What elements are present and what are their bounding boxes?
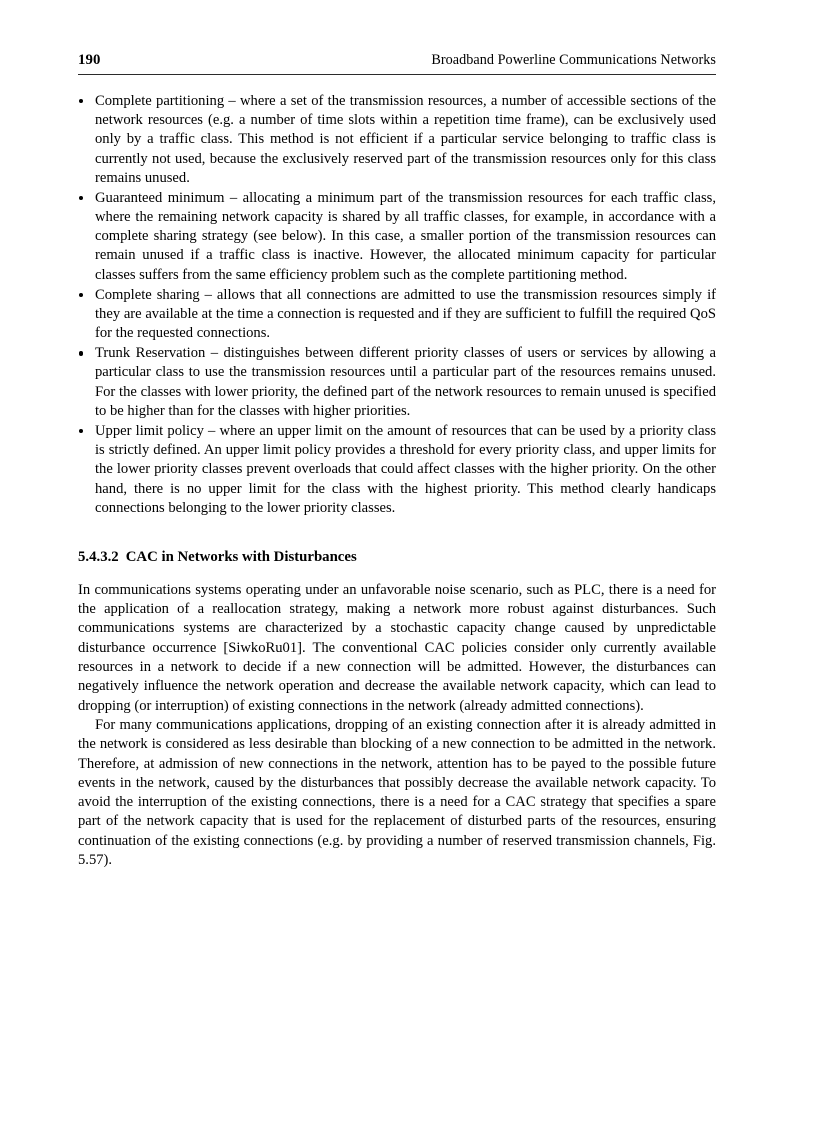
list-item bbox=[78, 344, 716, 421]
section-heading bbox=[78, 549, 716, 567]
page-number: 190 bbox=[78, 52, 101, 68]
list-item-text: Trunk Reservation – distinguishes between different priority classes of users or services by allowing a particular class to use the transmission resources until a particular part of the resources remains unused. For the classes with lower priority, the defined part of the network resources to remain unused is specified to be higher than for the classes with higher priorities. bbox=[95, 344, 716, 419]
list-item bbox=[78, 422, 716, 518]
list-item-text: Complete partitioning – where a set of the transmission resources, a number of accessible sections of the network resources (e.g. a number of time slots within a repetition time frame), can be exclusively used only by a traffic class. This method is not efficient if a particular service belonging to traffic class is currently not used, because the exclusively reserved part of the transmission resources only for this class remains unused. bbox=[95, 92, 716, 186]
bullet-icon bbox=[79, 196, 83, 200]
bullet-icon bbox=[79, 429, 83, 433]
bullet-icon bbox=[79, 351, 83, 355]
list-item-text: Upper limit policy – where an upper limit on the amount of resources that can be used by a priority class is strictly defined. An upper limit policy provides a threshold for every priority class, and upper limits for the lower priority classes prevent overloads that could affect classes with the higher priority. On the other hand, there is no upper limit for the class with the highest priority. This method clearly handicaps connections belonging to the lower priority classes. bbox=[95, 422, 716, 516]
list-item bbox=[78, 189, 716, 285]
list-item bbox=[78, 286, 716, 344]
header-rule bbox=[78, 74, 716, 75]
list-item-text: Complete sharing – allows that all connections are admitted to use the transmission resources simply if they are available at the time a connection is requested and if they are sufficient to fulfill the required QoS for the requested connections. bbox=[95, 286, 716, 342]
paragraph: For many communications applications, dropping of an existing connection after it is already admitted in the network is considered as less desirable than blocking of a new connection to be admitted in the network. Therefore, at admission of new connections in the network, attention has to be payed to the possible future events in the network, caused by the disturbances that possibly decrease the available network capacity. To avoid the interruption of the existing connections, there is a need for a CAC strategy that specifies a spare part of the network capacity that is used for the replacement of disturbed parts of the resources, ensuring continuation of the existing connections (e.g. by providing a number of reserved transmission channels, Fig. 5.57). bbox=[78, 716, 716, 869]
paragraph: In communications systems operating under an unfavorable noise scenario, such as PLC, there is a need for the application of a reallocation strategy, making a network more robust against disturbances. Such communications systems are characterized by a stochastic capacity change caused by unpredictable disturbance occurrence [SiwkoRu01]. The conventional CAC policies consider only currently available resources in a network to decide if a new connection will be admitted. However, the disturbances can negatively influence the network operation and decrease the available network capacity, which can lead to dropping (or interruption) of existing connections in the network (already admitted connections). bbox=[78, 581, 716, 714]
list-item-text: Guaranteed minimum – allocating a minimum part of the transmission resources for each traffic class, where the remaining network capacity is shared by all traffic classes, for example, in accordance with a complete sharing strategy (see below). In this case, a smaller portion of the transmission resources can remain unused if a traffic class is inactive. However, the allocated minimum capacity for particular classes suffers from the same efficiency problem such as the complete partitioning method. bbox=[95, 189, 716, 283]
page-content bbox=[78, 52, 716, 870]
section-title: CAC in Networks with Disturbances bbox=[125, 549, 357, 566]
policy-bullet-list bbox=[78, 92, 716, 519]
bullet-icon bbox=[79, 293, 83, 297]
section-number: 5.4.3.2 bbox=[78, 549, 119, 566]
running-title: Broadband Powerline Communications Networks bbox=[431, 52, 716, 68]
list-item bbox=[78, 92, 716, 188]
bullet-icon bbox=[79, 99, 83, 103]
running-header bbox=[78, 52, 716, 74]
